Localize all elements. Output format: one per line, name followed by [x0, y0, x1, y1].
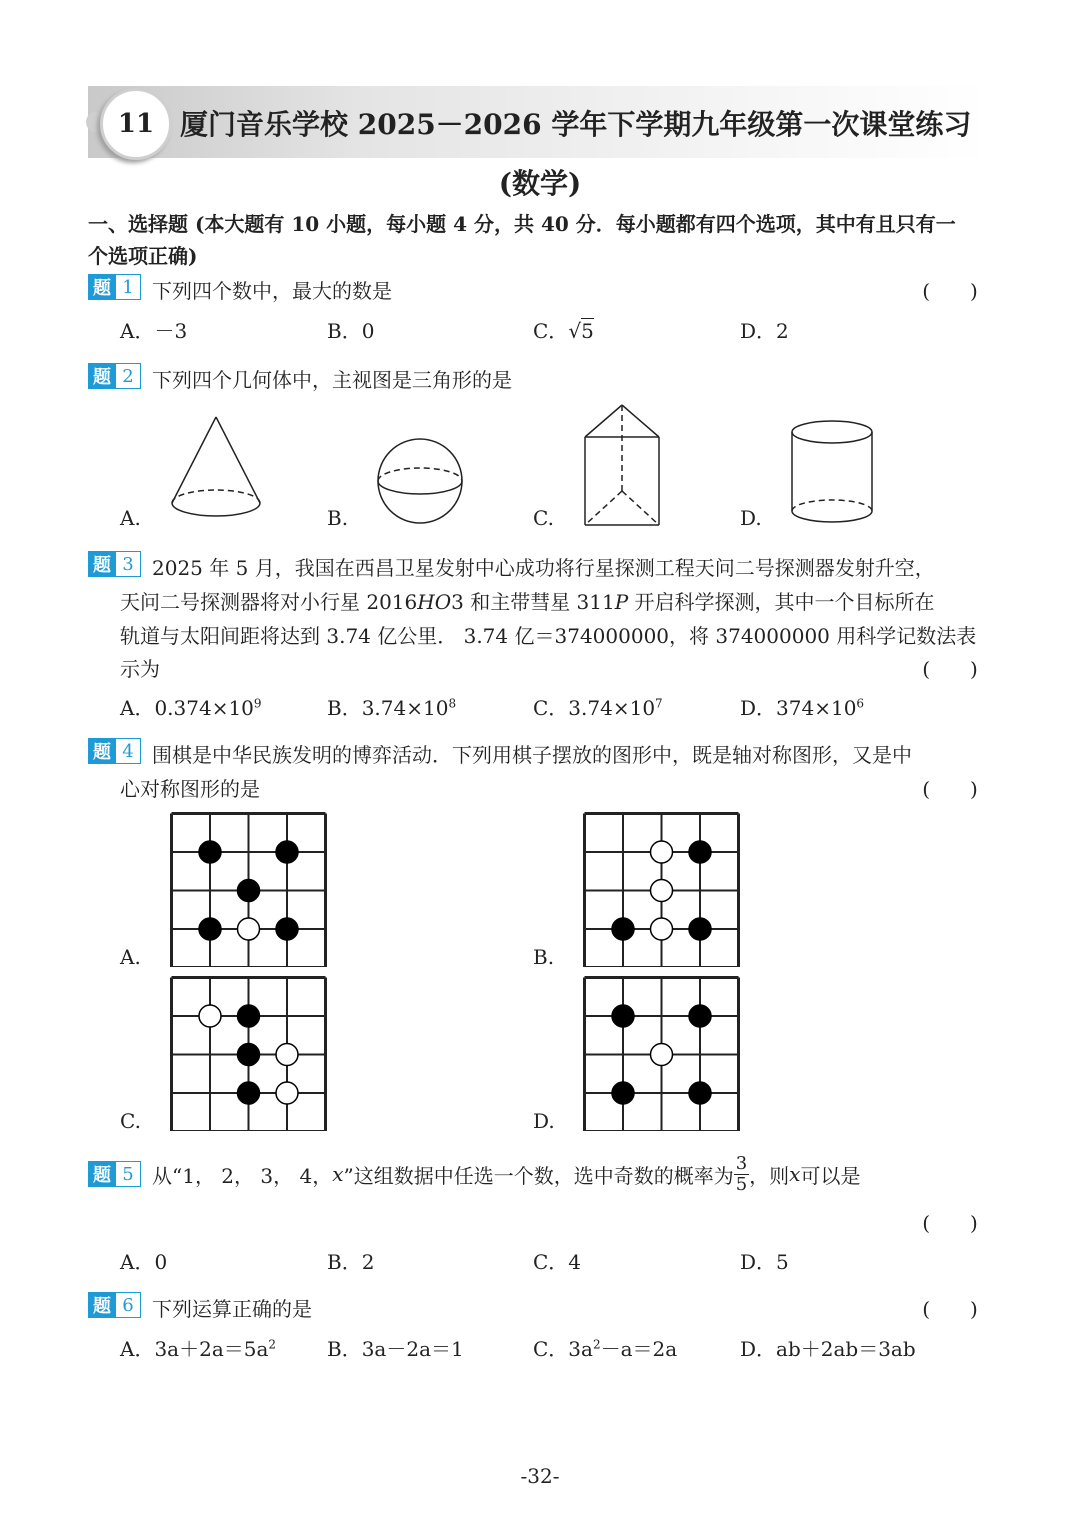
black-stone: [199, 918, 221, 940]
question-3-line4: 示为: [120, 657, 160, 681]
badge-label: 题: [88, 1292, 116, 1318]
question-4-line1: 围棋是中华民族发明的博弈活动．下列用棋子摆放的图形中，既是轴对称图形，又是中: [152, 743, 912, 767]
exponent: 7: [655, 696, 663, 711]
q5-option-c[interactable]: C．4: [533, 1250, 582, 1274]
exponent: 8: [448, 696, 457, 711]
q5-variable: x: [789, 1162, 801, 1186]
option-text: －a＝2a: [600, 1337, 678, 1361]
badge-label: 题: [88, 1161, 116, 1187]
subject-title: (数学): [498, 167, 582, 200]
q1-option-c[interactable]: [533, 315, 594, 344]
answer-bracket-1[interactable]: ( ): [922, 279, 978, 303]
q3-italic: P: [614, 590, 629, 614]
q2-option-a[interactable]: A.: [120, 506, 141, 530]
q5-text: 从“1， 2， 3， 4，: [152, 1163, 333, 1188]
white-stone: [651, 880, 673, 902]
badge-number: 6: [116, 1292, 141, 1318]
badge-label: 题: [88, 274, 116, 300]
question-3-line2: [120, 586, 935, 615]
go-board-c: [170, 976, 327, 1131]
question-badge-5: [88, 1161, 141, 1187]
black-stone: [238, 1082, 260, 1104]
badge-label: 题: [88, 738, 116, 764]
question-1-text: 下列四个数中，最大的数是: [152, 279, 392, 303]
question-badge-4: [88, 738, 141, 764]
question-badge-2: [88, 363, 141, 389]
q5-text: ”这组数据中任选一个数，选中奇数的概率为: [343, 1163, 734, 1188]
black-stone: [238, 1044, 260, 1066]
page-number: -32-: [520, 1464, 560, 1488]
q2-option-d[interactable]: D.: [740, 506, 762, 530]
question-2-text: 下列四个几何体中，主视图是三角形的是: [152, 368, 512, 392]
q3-text: 天问二号探测器将对小行星 2016: [120, 590, 418, 614]
q5-text: 可以是: [800, 1163, 861, 1188]
section-heading-line1: 一、选择题 (本大题有 10 小题，每小题 4 分，共 40 分．每小题都有四个选项，其中有且只有一: [88, 212, 956, 236]
white-stone: [276, 1082, 298, 1104]
white-stone: [651, 918, 673, 940]
answer-bracket-4[interactable]: ( ): [922, 777, 978, 801]
q3-option-a[interactable]: [120, 692, 262, 721]
q3-text: 3 和主带彗星 311: [451, 590, 615, 614]
go-board-d: [583, 976, 740, 1131]
q3-option-c[interactable]: [533, 692, 663, 721]
cylinder-figure: [792, 421, 872, 522]
section-heading-line2: 个选项正确): [88, 244, 198, 268]
q3-option-b[interactable]: [327, 692, 456, 721]
go-board-a: [170, 812, 327, 967]
white-stone: [238, 918, 260, 940]
q2-option-b[interactable]: B.: [327, 506, 349, 530]
page-title: 厦门音乐学校 2025－2026 学年下学期九年级第一次课堂练习: [180, 108, 972, 141]
q3-italic: HO: [417, 590, 452, 614]
black-stone: [612, 1005, 634, 1027]
option-text: A．3a＋2a＝5a: [120, 1337, 269, 1361]
q3-text: 开启科学探测，其中一个目标所在: [628, 590, 935, 614]
q6-option-d[interactable]: D．ab＋2ab＝3ab: [740, 1337, 916, 1361]
badge-number: 3: [116, 551, 141, 577]
q4-option-d[interactable]: D.: [533, 1109, 555, 1133]
black-stone: [199, 841, 221, 863]
white-stone: [276, 1044, 298, 1066]
go-board-b: [583, 812, 740, 967]
sqrt-symbol: √: [568, 319, 582, 343]
exponent: 2: [592, 1337, 601, 1352]
q6-option-c[interactable]: [533, 1333, 677, 1362]
q1-option-a[interactable]: A．－3: [120, 319, 188, 343]
option-text: C．3a: [533, 1337, 593, 1361]
q5-text: ，则: [749, 1163, 790, 1188]
probability-fraction: [734, 1154, 749, 1195]
black-stone: [612, 1082, 634, 1104]
badge-number: 5: [116, 1161, 141, 1187]
badge-label: 题: [88, 363, 116, 389]
q5-variable: x: [332, 1162, 344, 1186]
white-stone: [199, 1005, 221, 1027]
q4-option-b[interactable]: B.: [533, 945, 555, 969]
black-stone: [689, 1082, 711, 1104]
q6-option-b[interactable]: B．3a－2a＝1: [327, 1337, 464, 1361]
exponent: 9: [253, 696, 262, 711]
answer-bracket-3[interactable]: ( ): [922, 657, 978, 681]
q3-option-d[interactable]: [740, 692, 864, 721]
header-number-badge: [100, 88, 172, 160]
question-3-line3: 轨道与太阳间距将达到 3.74 亿公里． 3.74 亿＝374000000，将 374000000 用科学记数法表: [120, 624, 977, 648]
exponent: 2: [268, 1337, 277, 1352]
option-text: B．3.74×10: [327, 696, 449, 720]
triangular-prism-figure: [585, 405, 659, 525]
question-badge-1: [88, 274, 141, 300]
black-stone: [238, 1005, 260, 1027]
option-text: C．3.74×10: [533, 696, 656, 720]
question-4-line2: 心对称图形的是: [120, 777, 260, 801]
q5-option-b[interactable]: B．2: [327, 1250, 375, 1274]
question-badge-6: [88, 1292, 141, 1318]
q5-option-a[interactable]: A．0: [120, 1250, 168, 1274]
cone-figure: [172, 417, 260, 516]
exponent: 6: [856, 696, 865, 711]
option-text: A．0.374×10: [120, 696, 254, 720]
q4-option-c[interactable]: C.: [120, 1109, 141, 1133]
black-stone: [276, 918, 298, 940]
header-number: 11: [117, 109, 155, 139]
black-stone: [689, 1005, 711, 1027]
q6-option-a[interactable]: [120, 1333, 276, 1362]
black-stone: [689, 841, 711, 863]
white-stone: [651, 1044, 673, 1066]
question-3-line1: 2025 年 5 月，我国在西昌卫星发射中心成功将行星探测工程天问二号探测器发射升空，: [152, 556, 935, 580]
question-5-text: [152, 1151, 860, 1197]
badge-number: 2: [116, 363, 141, 389]
black-stone: [689, 918, 711, 940]
q4-option-a[interactable]: A.: [120, 945, 141, 969]
option-label: C．: [533, 319, 569, 343]
black-stone: [238, 880, 260, 902]
fraction-denominator: 5: [735, 1173, 748, 1195]
answer-bracket-5[interactable]: ( ): [922, 1211, 978, 1235]
q5-option-d[interactable]: D．5: [740, 1250, 789, 1274]
option-text: D．374×10: [740, 696, 857, 720]
answer-bracket-6[interactable]: ( ): [922, 1297, 978, 1321]
badge-number: 4: [116, 738, 141, 764]
badge-number: 1: [116, 274, 141, 300]
question-6-text: 下列运算正确的是: [152, 1297, 312, 1321]
q2-option-c[interactable]: C.: [533, 506, 554, 530]
radicand: 5: [581, 319, 594, 343]
fraction-numerator: 3: [735, 1152, 748, 1174]
black-stone: [612, 918, 634, 940]
black-stone: [276, 841, 298, 863]
q1-option-b[interactable]: B．0: [327, 319, 375, 343]
badge-label: 题: [88, 551, 116, 577]
question-badge-3: [88, 551, 141, 577]
white-stone: [651, 841, 673, 863]
sphere-figure: [378, 439, 462, 523]
q1-option-d[interactable]: D．2: [740, 319, 789, 343]
